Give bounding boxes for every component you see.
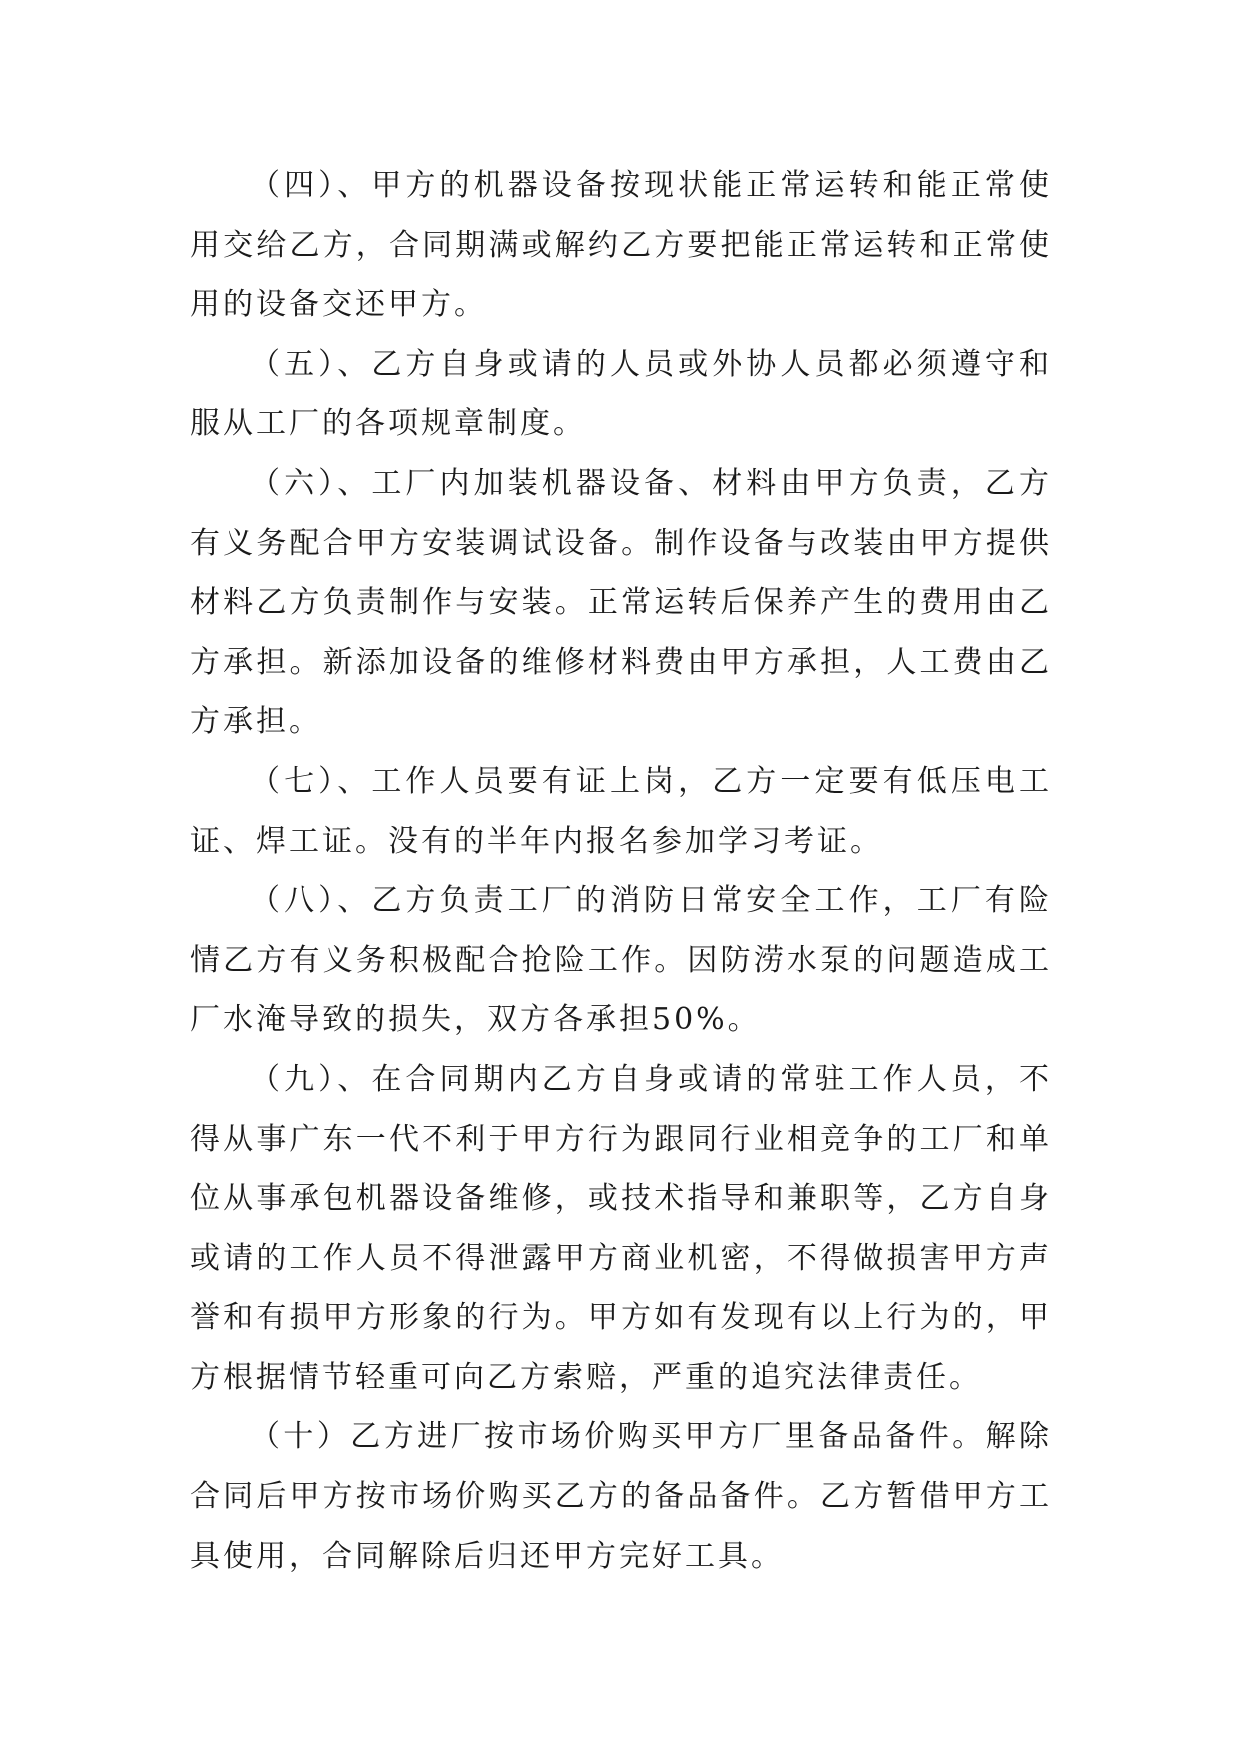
document-body [190,156,1052,1586]
clause-9-paragraph: （九）、在合同期内乙方自身或请的常驻工作人员，不得从事广东一代不利于甲方行为跟同行业相竞争的工厂和单位从事承包机器设备维修，或技术指导和兼职等，乙方自身或请的工作人员不得泄露甲方商业机密，不得做损害甲方声誉和有损甲方形象的行为。甲方如有发现有以上行为的，甲方根据情节轻重可向乙方索赔，严重的追究法律责任。 [190,1061,1052,1395]
clause-7-paragraph: （七）、工作人员要有证上岗，乙方一定要有低压电工证、焊工证。没有的半年内报名参加学习考证。 [190,763,1052,859]
clause-10-paragraph: （十）乙方进厂按市场价购买甲方厂里备品备件。解除合同后甲方按市场价购买乙方的备品备件。乙方暂借甲方工具使用，合同解除后归还甲方完好工具。 [190,1419,1052,1574]
clause-5-paragraph: （五）、乙方自身或请的人员或外协人员都必须遵守和服从工厂的各项规章制度。 [190,346,1052,442]
clause-6-paragraph: （六）、工厂内加装机器设备、材料由甲方负责，乙方有义务配合甲方安装调试设备。制作设备与改装由甲方提供材料乙方负责制作与安装。正常运转后保养产生的费用由乙方承担。新添加设备的维修材料费由甲方承担，人工费由乙方承担。 [190,465,1052,740]
clause-8-paragraph: （八）、乙方负责工厂的消防日常安全工作，工厂有险情乙方有义务积极配合抢险工作。因防涝水泵的问题造成工厂水淹导致的损失，双方各承担50%。 [190,883,1052,1038]
clause-4-paragraph: （四）、甲方的机器设备按现状能正常运转和能正常使用交给乙方，合同期满或解约乙方要把能正常运转和正常使用的设备交还甲方。 [190,168,1052,323]
